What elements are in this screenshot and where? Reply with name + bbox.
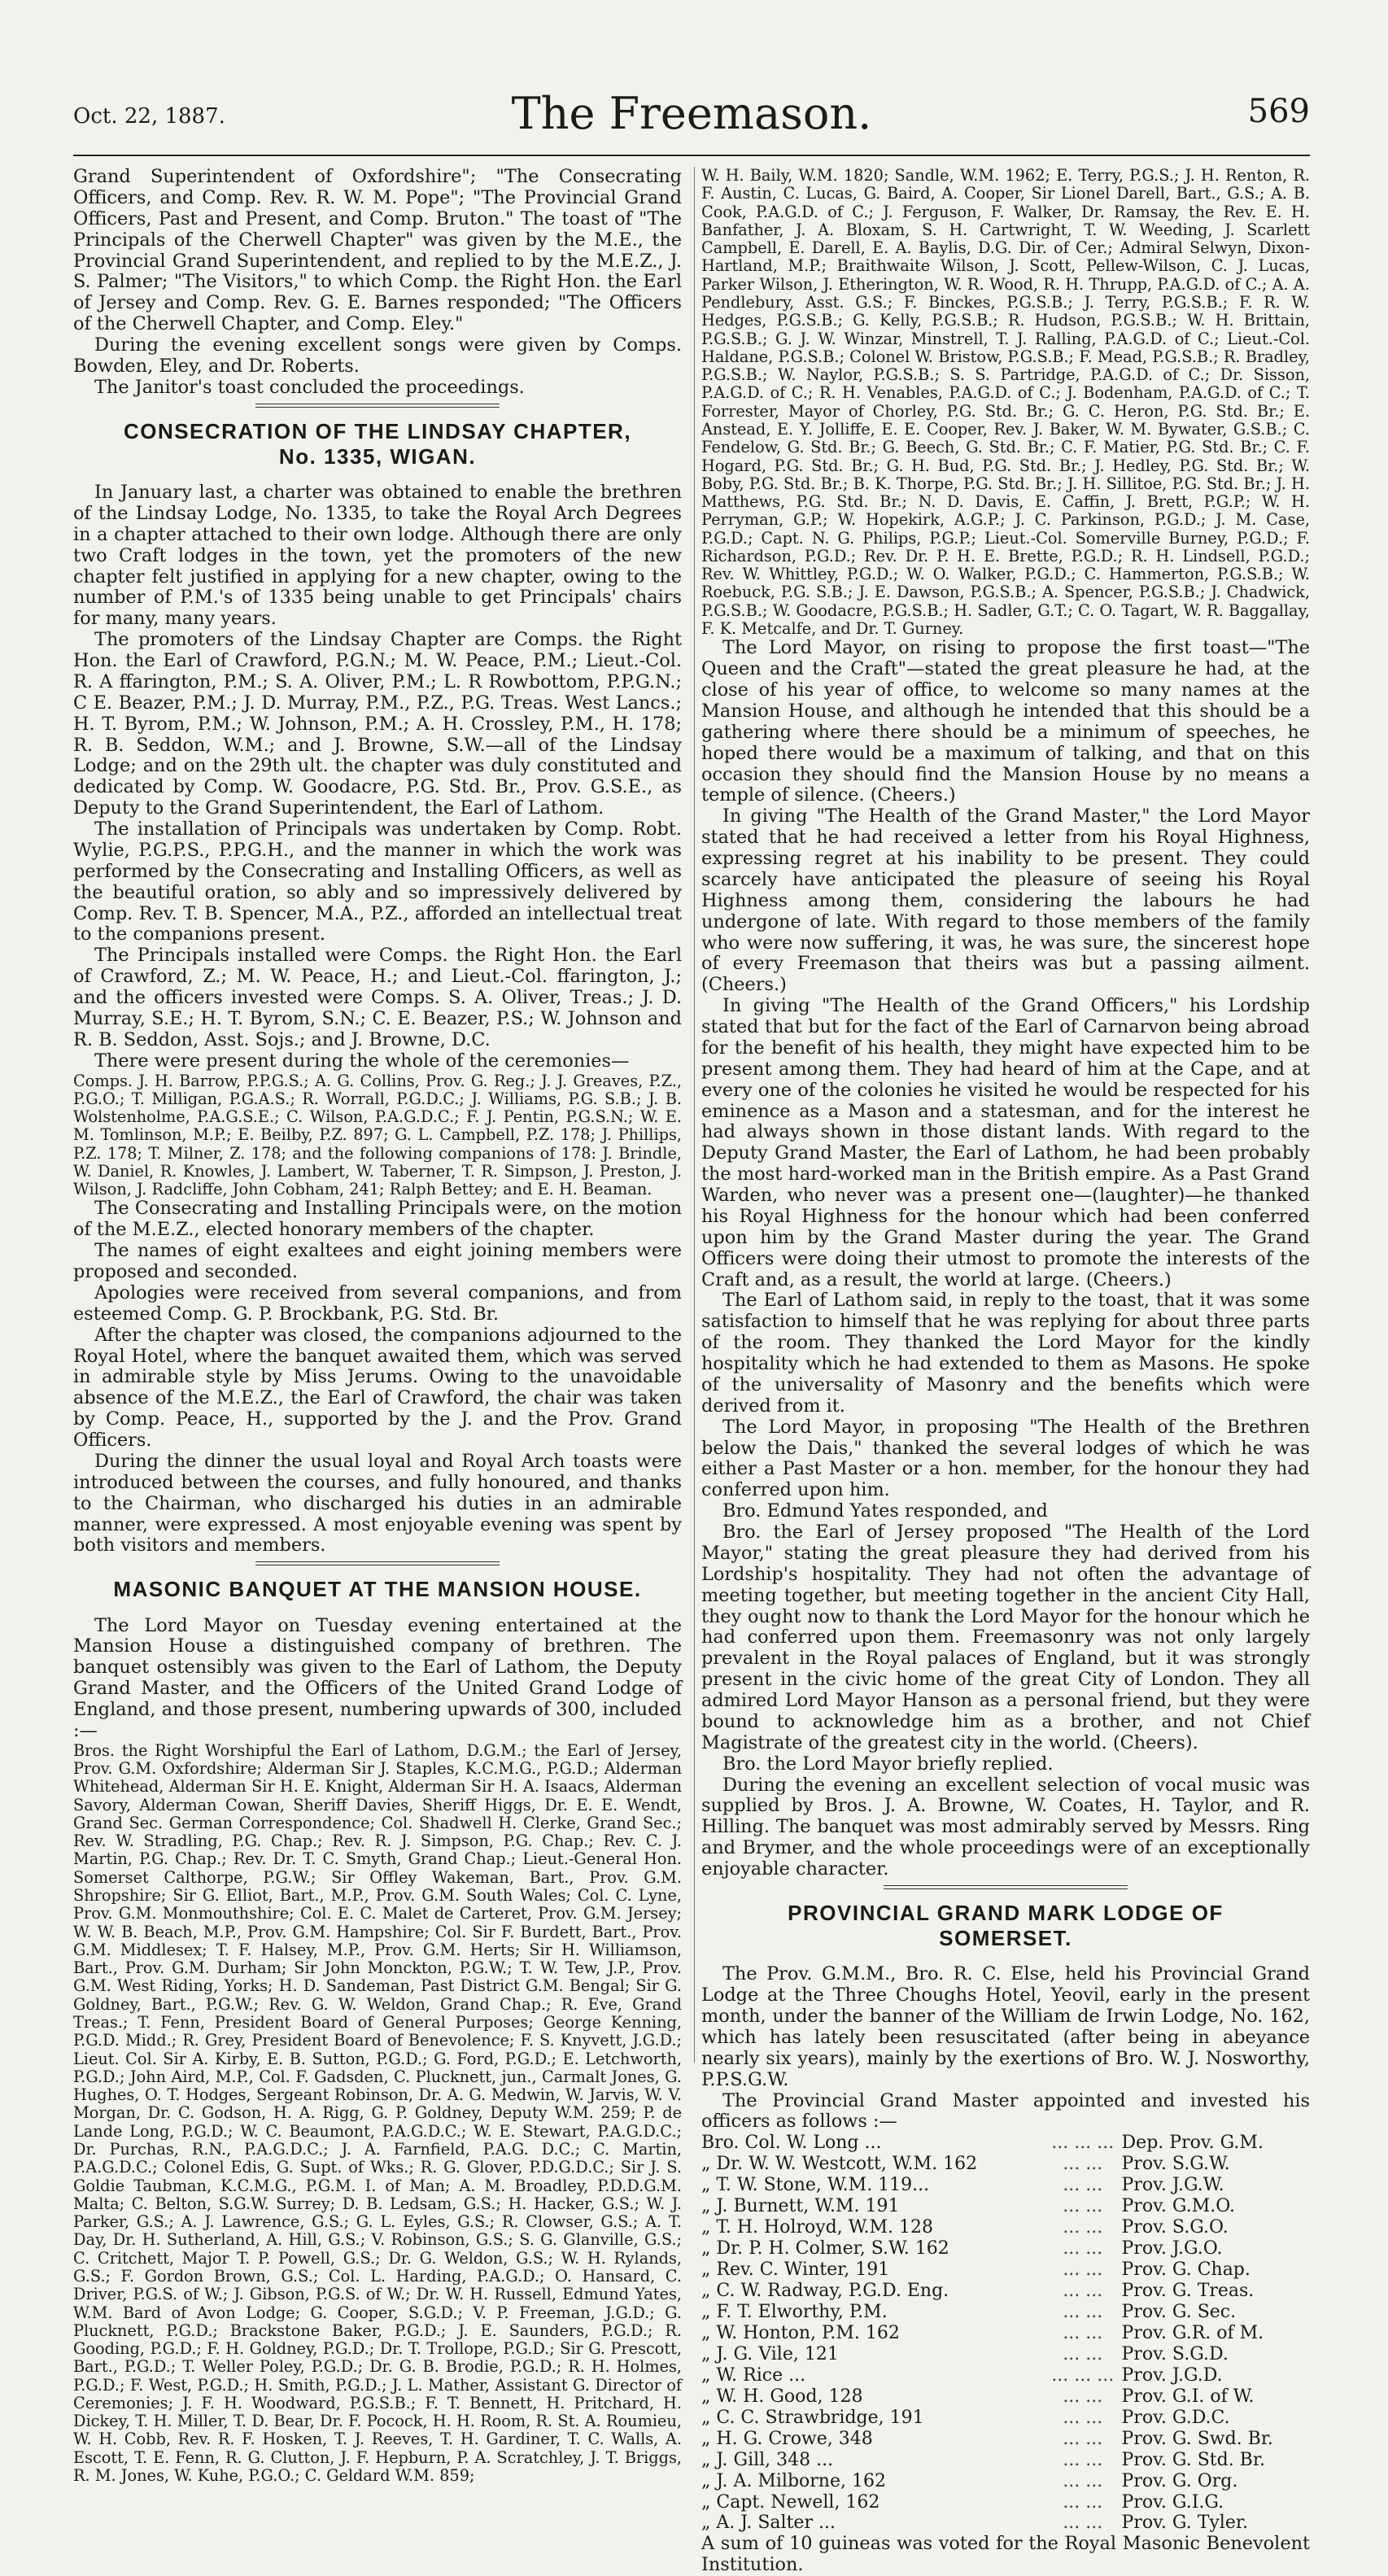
officer-dots: ... ... bbox=[1063, 2154, 1103, 2175]
mansion-paragraph: Bro. the Lord Mayor briefly replied. bbox=[722, 1753, 1054, 1775]
section-divider bbox=[884, 1885, 1128, 1889]
officer-dots: ... ... ... bbox=[1051, 2133, 1115, 2154]
officer-office: Prov. G. Sec. bbox=[1121, 2301, 1237, 2322]
officer-row bbox=[701, 2175, 1310, 2196]
officer-dots: ... ... bbox=[1063, 2407, 1103, 2428]
officer-name: „ W. Honton, P.M. 162 bbox=[701, 2322, 900, 2343]
intro-paragraph: During the evening excellent songs were given by Comps. Bowden, Eley, and Dr. Roberts. bbox=[73, 334, 682, 377]
mansion-paragraph: Bro. Edmund Yates responded, and bbox=[722, 1500, 1048, 1522]
right-column bbox=[701, 167, 1310, 2576]
lindsay-paragraph: The Principals installed were Comps. the Right Hon. the Earl of Crawford, Z.; M. W. Peace, H.; and Lieut.-Col. ffarington, J.; and the officers invested were Comps. S. A. Oliver, Treas.; J. D. Murray, S.E.; H. T. Byrom, S.N.; C. E. Beazer, P.S.; W. Johnson and R. B. Seddon, Asst. Sojs.; and J. Browne, D.C. bbox=[73, 945, 682, 1050]
officer-dots: ... ... bbox=[1063, 2513, 1103, 2534]
mansion-paragraph: The Earl of Lathom said, in reply to the toast, that it was some satisfaction to himself that he was replying for about three parts of the room. They thanked the Lord Mayor for the kindly hospitality which he had extended to them as Masons. He spoke of the universality of Masonry and the benefits which were derived from it. bbox=[701, 1290, 1310, 1417]
officer-name: „ W. H. Good, 128 bbox=[701, 2386, 863, 2407]
officer-name: „ A. J. Salter ... bbox=[701, 2513, 836, 2534]
intro-paragraph: Grand Superintendent of Oxfordshire"; "The Consecrating Officers, and Comp. Rev. R. W. M. Pope"; "The Provincial Grand Officers, Past and Present, and Comp. Bruton." The toast of "The Principals of the Cherwell Chapter" was given by the M.E., the Provincial Grand Superintendent, and replied to by the M.E.Z., J. S. Palmer; "The Visitors," to which Comp. the Right Hon. the Earl of Jersey and Comp. Rev. G. E. Barnes responded; "The Officers of the Cherwell Chapter, and Comp. Eley." bbox=[73, 166, 682, 335]
lindsay-heading-line2: No. 1335, WIGAN. bbox=[278, 443, 477, 469]
officer-row bbox=[701, 2154, 1310, 2175]
officer-name: „ Dr. W. W. Westcott, W.M. 162 bbox=[701, 2154, 978, 2175]
issue-date: Oct. 22, 1887. bbox=[73, 104, 225, 129]
officer-dots: ... ... bbox=[1063, 2386, 1103, 2407]
officer-name: „ J. A. Milborne, 162 bbox=[701, 2470, 886, 2491]
officer-dots: ... ... ... bbox=[1051, 2364, 1115, 2386]
officer-row bbox=[701, 2323, 1310, 2344]
officer-office: Prov. G. Treas. bbox=[1121, 2280, 1255, 2301]
officer-office: Dep. Prov. G.M. bbox=[1121, 2133, 1264, 2154]
left-column bbox=[73, 167, 682, 2485]
officer-office: Prov. G.I. of W. bbox=[1121, 2386, 1255, 2407]
officer-office: Prov. G. Std. Br. bbox=[1121, 2449, 1265, 2470]
officer-dots: ... ... bbox=[1063, 2343, 1103, 2364]
officer-row bbox=[701, 2217, 1310, 2238]
officer-name: Bro. Col. W. Long ... bbox=[701, 2133, 882, 2154]
officer-row bbox=[701, 2429, 1310, 2450]
officer-dots: ... ... bbox=[1063, 2238, 1103, 2259]
officer-row bbox=[701, 2492, 1310, 2513]
officer-name: „ W. Rice ... bbox=[701, 2364, 806, 2386]
officer-dots: ... ... bbox=[1063, 2428, 1103, 2449]
lindsay-paragraph: The installation of Principals was undertaken by Comp. Robt. Wylie, P.G.P.S., P.P.G.H., and the manner in which the work was performed by the Consecrating and Installing Officers, as well as the beautiful oration, so ably and so impressively delivered by Comp. Rev. T. B. Spencer, M.A., P.Z., afforded an intellectual treat to the companions present. bbox=[73, 819, 682, 945]
page-header bbox=[73, 81, 1310, 146]
officer-row bbox=[701, 2408, 1310, 2429]
lindsay-paragraph: In January last, a charter was obtained to enable the brethren of the Lindsay Lodge, No. 1335, to take the Royal Arch Degrees in a chapter attached to their own lodge. Although there are only two Craft lodges in the town, yet the promoters of the new chapter felt justified in applying for a new chapter, owing to the number of P.M.'s of 1335 being unable to get Principals' chairs for many, many years. bbox=[73, 482, 682, 630]
officer-office: Prov. J.G.D. bbox=[1121, 2364, 1223, 2386]
somerset-heading-line1: PROVINCIAL GRAND MARK LODGE OF bbox=[788, 1900, 1224, 1925]
mansion-paragraph: The Lord Mayor on Tuesday evening entertained at the Mansion House a distinguished company of brethren. The banquet ostensibly was given to the Earl of Lathom, the Deputy Grand Master, and the Officers of the United Grand Lodge of England, and those present, numbering upwards of 300, included :— bbox=[73, 1614, 682, 1741]
lindsay-paragraph: The names of eight exaltees and eight joining members were proposed and seconded. bbox=[73, 1240, 682, 1283]
officer-dots: ... ... bbox=[1063, 2259, 1103, 2281]
officer-row bbox=[701, 2386, 1310, 2408]
lindsay-paragraph: After the chapter was closed, the companions adjourned to the Royal Hotel, where the banquet awaited them, which was served in admirable style by Miss Jerums. Owing to the unavoidable absence of the M.E.Z., the Earl of Crawford, the chair was taken by Comp. Peace, H., supported by the J. and the Prov. Grand Officers. bbox=[73, 1324, 682, 1452]
officer-name: „ Dr. P. H. Colmer, S.W. 162 bbox=[701, 2238, 949, 2259]
lindsay-paragraph: During the dinner the usual loyal and Royal Arch toasts were introduced between the courses, and fully honoured, and thanks to the Chairman, who discharged his duties in an admirable manner, were expressed. A most enjoyable evening was spent by both visitors and members. bbox=[73, 1450, 682, 1557]
section-divider bbox=[255, 404, 500, 408]
officer-office: Prov. S.G.W. bbox=[1121, 2154, 1230, 2175]
officer-name: „ T. W. Stone, W.M. 119... bbox=[701, 2175, 930, 2196]
officer-name: „ Rev. C. Winter, 191 bbox=[701, 2259, 890, 2281]
mansion-paragraph: In giving "The Health of the Grand Officers," his Lordship stated that but for the fact of the Earl of Carnarvon being abroad for the benefit of his health, they might have expected him to be present among them. They had heard of him at the Cape, and at every one of the colonies he visited he would be respected for his eminence as a Mason and a statesman, and for the interest he had always shown in those distant lands. With regard to the Deputy Grand Master, the Earl of Lathom, he had been probably the most hard-worked man in the British empire. As a Past Grand Warden, who never was a present one—(laughter)—he thanked his Royal Highness for the honour which had been conferred upon him by the Grand Master during the year. The Grand Officers were doing their utmost to promote the interests of the Craft and, as a result, the world at large. (Cheers.) bbox=[701, 995, 1310, 1290]
mansion-paragraph: During the evening an excellent selection of vocal music was supplied by Bros. J. A. Browne, W. Coates, H. Taylor, and R. Hilling. The banquet was most admirably served by Messrs. Ring and Brymer, and the whole proceedings were of an exceptionally enjoyable character. bbox=[701, 1774, 1310, 1880]
lindsay-present-list: Comps. J. H. Barrow, P.P.G.S.; A. G. Collins, Prov. G. Reg.; J. J. Greaves, P.Z., P.G.O.; T. Milligan, P.G.A.S.; R. Worrall, P.G.D.C.; J. Williams, P.G. S.B.; J. B. Wolstenholme, P.A.G.S.E.; C. Wilson, P.A.G.D.C.; F. J. Pentin, P.G.S.N.; W. E. M. Tomlinson, M.P.; E. Beilby, P.Z. 897; G. L. Campbell, P.Z. 178; J. Phillips, P.Z. 178; T. Milner, Z. 178; and the following companions of 178: J. Brindle, W. Daniel, R. Knowles, J. Lambert, W. Taberner, T. R. Simpson, J. Preston, J. Wilson, J. Radcliffe, John Cobham, 241; Ralph Bettey; and E. H. Beaman. bbox=[73, 1071, 682, 1199]
column-divider bbox=[694, 167, 695, 2063]
masthead-title: The Freemason. bbox=[511, 88, 872, 139]
lindsay-paragraph: Apologies were received from several companions, and from esteemed Comp. G. P. Brockbank, P.G. Std. Br. bbox=[73, 1281, 682, 1325]
officer-row bbox=[701, 2302, 1310, 2323]
officer-name: „ C. W. Radway, P.G.D. Eng. bbox=[701, 2280, 949, 2301]
officer-office: Prov. G.M.O. bbox=[1121, 2196, 1235, 2217]
officer-office: Prov. S.G.D. bbox=[1121, 2343, 1229, 2364]
officer-name: „ F. T. Elworthy, P.M. bbox=[701, 2301, 888, 2322]
officer-name: „ J. G. Vile, 121 bbox=[701, 2343, 839, 2364]
officer-dots: ... ... bbox=[1063, 2449, 1103, 2470]
header-rule bbox=[73, 155, 1310, 156]
intro-paragraph: The Janitor's toast concluded the proceedings. bbox=[94, 376, 525, 398]
officer-row bbox=[701, 2365, 1310, 2386]
somerset-closing: A sum of 10 guineas was voted for the Royal Masonic Benevolent Institution. bbox=[701, 2533, 1310, 2576]
officer-row bbox=[701, 2196, 1310, 2217]
officer-name: „ J. Burnett, W.M. 191 bbox=[701, 2196, 900, 2217]
officer-name: „ Capt. Newell, 162 bbox=[701, 2491, 880, 2513]
officer-office: Prov. G. Chap. bbox=[1121, 2259, 1251, 2281]
officer-office: Prov. S.G.O. bbox=[1121, 2217, 1229, 2238]
somerset-paragraph: The Provincial Grand Master appointed and invested his officers as follows :— bbox=[701, 2089, 1310, 2133]
officer-row bbox=[701, 2344, 1310, 2365]
officer-dots: ... ... bbox=[1063, 2301, 1103, 2322]
lindsay-paragraph: There were present during the whole of the ceremonies— bbox=[94, 1050, 630, 1072]
officer-row bbox=[701, 2513, 1310, 2534]
officer-dots: ... ... bbox=[1063, 2491, 1103, 2513]
somerset-paragraph: The Prov. G.M.M., Bro. R. C. Else, held his Provincial Grand Lodge at the Three Choughs Hotel, Yeovil, early in the present month, under the banner of the William de Irwin Lodge, No. 162, which has lately been resuscitated (after being in abeyance nearly six years), mainly by the exertions of Bro. W. J. Nosworthy, P.P.S.G.W. bbox=[701, 1963, 1310, 2090]
officer-dots: ... ... bbox=[1063, 2175, 1103, 2196]
officer-row bbox=[701, 2259, 1310, 2281]
lindsay-paragraph: The promoters of the Lindsay Chapter are Comps. the Right Hon. the Earl of Crawford, P.G.N.; M. W. Peace, P.M.; Lieut.-Col. R. A ffarington, P.M.; S. A. Oliver, P.M.; L. R Rowbottom, P.P.G.N.; C E. Beazer, P.M.; J. D. Murray, P.M., P.Z., P.G. Treas. West Lancs.; H. T. Byrom, P.M.; W. Johnson, P.M.; A. H. Crossley, P.M., H. 178; R. B. Seddon, W.M.; and J. Browne, S.W.—all of the Lindsay Lodge; and on the 29th ult. the chapter was duly constituted and dedicated by Comp. W. Goodacre, P.G. Std. Br., Prov. G.S.E., as Deputy to the Grand Superintendent, the Earl of Lathom. bbox=[73, 629, 682, 819]
officer-dots: ... ... bbox=[1063, 2322, 1103, 2343]
somerset-heading-line2: SOMERSET. bbox=[939, 1926, 1072, 1951]
page-number: 569 bbox=[1247, 93, 1310, 130]
mansion-paragraph: The Lord Mayor, in proposing "The Health of the Brethren below the Dais," thanked the several lodges of which he was either a Past Master or a hon. member, for the honour they had conferred upon him. bbox=[701, 1416, 1310, 1501]
mansion-guest-list: Bros. the Right Worshipful the Earl of Lathom, D.G.M.; the Earl of Jersey, Prov. G.M. Oxfordshire; Alderman Sir J. Staples, K.C.M.G., P.G.D.; Alderman Whitehead, Alderman Sir H. E. Knight, Alderman Sir H. A. Isaacs, Alderman Savory, Alderman Cowan, Sheriff Davies, Sheriff Higgs, Dr. E. E. Wendt, Grand Sec. German Correspondence; Col. Shadwell H. Clerke, Grand Sec.; Rev. W. Stradling, P.G. Chap.; Rev. R. J. Simpson, P.G. Chap.; Rev. C. J. Martin, P.G. Chap.; Rev. Dr. T. C. Smyth, Grand Chap.; Lieut.-General Hon. Somerset Calthorpe, P.G.W.; Sir Offley Wakeman, Bart., Prov. G.M. Shropshire; Sir G. Elliot, Bart., M.P., Prov. G.M. South Wales; Col. C. Lyne, Prov. G.M. Monmouthshire; Col. E. C. Malet de Carteret, Prov. G.M. Jersey; W. W. B. Beach, M.P., Prov. G.M. Hampshire; Col. Sir F. Burdett, Bart., Prov. G.M. Middlesex; T. F. Halsey, M.P., Prov. G.M. Herts; Sir H. Williamson, Bart., Prov. G.M. Durham; Sir John Monckton, P.G.W.; T. W. Tew, J.P., Prov. G.M. West Riding, Yorks; H. D. Sandeman, Past District G.M. Bengal; Sir G. Goldney, Bart., P.G.W.; Rev. G. W. Weldon, Grand Chap.; R. Eve, Grand Treas.; T. Fenn, President Board of General Purposes; George Kenning, P.G.D. Midd.; R. Grey, President Board of Benevolence; F. S. Knyvett, J.G.D.; Lieut. Col. Sir A. Kirby, E. B. Sutton, P.G.D.; G. Ford, P.G.D.; E. Letchworth, P.G.D.; John Aird, M.P., Col. F. Gadsden, C. Plucknett, jun., Carmalt Jones, G. Hughes, O. T. Hodges, Sergeant Robinson, Dr. A. G. Medwin, W. Jarvis, W. V. Morgan, Dr. C. Godson, H. A. Rigg, G. P. Goldney, Deputy W.M. 259; P. de Lande Long, P.G.D.; W. C. Beaumont, P.A.G.D.C.; W. E. Stewart, P.A.G.D.C.; Dr. Purchas, R.N., P.A.G.D.C.; J. A. Farnfield, P.A.G. D.C.; C. Martin, P.A.G.D.C.; Colonel Edis, G. Supt. of Wks.; R. G. Glover, P.D.G.D.C.; Sir J. S. Goldie Taubman, K.C.M.G., P.G.M. I. of Man; A. M. Broadley, P.D.D.G.M. Malta; C. Belton, S.G.W. Surrey; D. B. Ledsam, G.S.; H. Hacker, G.S.; W. J. Parker, G.S.; A. J. Lawrence, G.S.; G. L. Eyles, G.S.; R. Clowser, G.S.; A. T. Day, Dr. H. Sutherland, A. Hill, G.S.; V. Robinson, G.S.; S. G. Glanville, G.S.; C. Critchett, Major T. P. Powell, G.S.; Dr. G. Weldon, G.S.; W. H. Rylands, G.S.; F. Gordon Brown, G.S.; Col. L. Harding, P.A.G.D.; O. Hansard, C. Driver, P.G.S. of W.; J. Gibson, P.G.S. of W.; Dr. W. H. Russell, Edmund Yates, W.M. Bard of Avon Lodge; G. Cooper, S.G.D.; V. P. Freeman, J.G.D.; G. Plucknett, P.G.D.; Brackstone Baker, P.G.D.; J. E. Saunders, P.G.D.; R. Gooding, P.G.D.; F. H. Goldney, P.G.D.; Dr. T. Trollope, P.G.D.; Sir G. Prescott, Bart., P.G.D.; T. Weller Poley, P.G.D.; Dr. G. B. Brodie, P.G.D.; R. H. Holmes, P.G.D.; F. West, P.G.D.; H. Smith, P.G.D.; J. L. Mather, Assistant G. Director of Ceremonies; J. F. H. Woodward, P.G.S.B.; F. T. Bennett, H. Pritchard, H. Dickey, T. H. Miller, T. D. Bear, Dr. F. Pocock, H. H. Room, R. St. A. Roumieu, W. H. Cobb, Rev. R. F. Hosken, T. J. Reeves, T. H. Gardiner, T. C. Walls, A. Escott, T. E. Fenn, R. G. Clutton, J. F. Hepburn, P. A. Scratchley, J. T. Briggs, R. M. Jones, W. Kuhe, P.G.O.; C. Geldard W.M. 859; bbox=[73, 1740, 682, 2486]
officer-row bbox=[701, 2281, 1310, 2302]
officer-office: Prov. G.D.C. bbox=[1121, 2407, 1230, 2428]
mansion-paragraph: Bro. the Earl of Jersey proposed "The Health of the Lord Mayor," stating the great pleasure they had derived from his Lordship's hospitality. They had not often the advantage of meeting together, but meeting together in the ancient City Hall, they ought now to thank the Lord Mayor for the honour which he had conferred upon them. Freemasonry was not only largely prevalent in the Royal palaces of England, but it was strongly present in the civic home of the great City of London. They all admired Lord Mayor Hanson as a personal friend, but they were bound to acknowledge him as a brother, and not Chief Magistrate of the greatest city in the world. (Cheers). bbox=[701, 1522, 1310, 1753]
officer-office: Prov. G. Tyler. bbox=[1121, 2513, 1248, 2534]
officer-office: Prov. G. Swd. Br. bbox=[1121, 2428, 1273, 2449]
officer-dots: ... ... bbox=[1063, 2196, 1103, 2217]
officer-row bbox=[701, 2450, 1310, 2471]
officer-dots: ... ... bbox=[1063, 2280, 1103, 2301]
officer-row bbox=[701, 2238, 1310, 2259]
officers-table bbox=[701, 2133, 1310, 2534]
mansion-guest-list-continued: W. H. Baily, W.M. 1820; Sandle, W.M. 1962; E. Terry, P.G.S.; J. H. Renton, R. F. Austin, C. Lucas, G. Baird, A. Cooper, Sir Lionel Darell, Bart., G.S.; A. B. Cook, P.A.G.D. of C.; J. Ferguson, F. Walker, Dr. Ramsay, the Rev. E. H. Banfather, J. A. Bloxam, S. H. Cartwright, T. W. Weeding, J. Scarlett Campbell, E. Darell, E. A. Baylis, D.G. Dir. of Cer.; Admiral Selwyn, Dixon-Hartland, M.P.; Braithwaite Wilson, J. Scott, Pellew-Wilson, C. J. Lucas, Parker Wilson, J. Etherington, W. R. Wood, R. H. Thrupp, P.A.G.D. of C.; A. A. Pendlebury, Asst. G.S.; F. Binckes, P.G.S.B.; J. Terry, P.G.S.B.; F. R. W. Hedges, P.G.S.B.; G. Kelly, P.G.S.B.; R. Hudson, P.G.S.B.; W. H. Brittain, P.G.S.B.; G. J. W. Winzar, Minstrell, T. J. Ralling, P.A.G.D. of C.; Lieut.-Col. Haldane, P.G.S.B.; Colonel W. Bristow, P.G.S.B.; F. Mead, P.G.S.B.; R. Bradley, P.G.S.B.; W. Naylor, P.G.S.B.; S. S. Partridge, P.A.G.D. of C.; Dr. Sisson, P.A.G.D. of C.; R. H. Venables, P.A.G.D. of C.; J. Bodenham, P.A.G.D. of C.; T. Forrester, Mayor of Chorley, P.G. Std. Br.; G. C. Heron, P.G. Std. Br.; E. Anstead, E. Y. Jolliffe, E. E. Cooper, Rev. J. Baker, W. M. Bywater, G.S.B.; C. Fendelow, G. Std. Br.; G. Beech, G. Std. Br.; C. F. Matier, P.G. Std. Br.; C. F. Hogard, P.G. Std. Br.; G. H. Bud, P.G. Std. Br.; J. Hedley, P.G. Std. Br.; W. Boby, P.G. Std. Br.; B. K. Thorpe, P.G. Std. Br.; J. H. Sillitoe, P.G. Std. Br.; J. H. Matthews, P.G. Std. Br.; N. D. Davis, E. Caffin, J. Brett, P.G.P.; W. H. Perryman, G.P.; W. Hopekirk, A.G.P.; J. C. Parkinson, P.G.D.; J. M. Case, P.G.D.; Capt. N. G. Philips, P.G.P.; Lieut.-Col. Somerville Burney, P.G.D.; F. Richardson, P.G.D.; Rev. Dr. P. H. E. Brette, P.G.D.; R. H. Lindsell, P.G.D.; Rev. W. Whittley, P.G.D.; W. O. Walker, P.G.D.; C. Hammerton, P.G.S.B.; W. Roebuck, P.G. S.B.; J. E. Dawson, P.G.S.B.; A. Spencer, P.G.S.B.; J. Chadwick, P.G.S.B.; W. Goodacre, P.G.S.B.; H. Sadler, G.T.; C. O. Tagart, W. R. Baggallay, F. K. Metcalfe, and Dr. T. Gurney. bbox=[701, 166, 1310, 639]
lindsay-heading bbox=[73, 419, 682, 469]
officer-name: „ T. H. Holroyd, W.M. 128 bbox=[701, 2217, 933, 2238]
officer-name: „ C. C. Strawbridge, 191 bbox=[701, 2407, 924, 2428]
officer-row bbox=[701, 2471, 1310, 2492]
lindsay-heading-line1: CONSECRATION OF THE LINDSAY CHAPTER, bbox=[123, 418, 632, 443]
officer-office: Prov. G.I.G. bbox=[1121, 2491, 1224, 2513]
lindsay-paragraph: The Consecrating and Installing Principals were, on the motion of the M.E.Z., elected honorary members of the chapter. bbox=[73, 1198, 682, 1241]
officer-dots: ... ... bbox=[1063, 2217, 1103, 2238]
officer-name: „ H. G. Crowe, 348 bbox=[701, 2428, 873, 2449]
somerset-heading bbox=[701, 1901, 1310, 1951]
officer-dots: ... ... bbox=[1063, 2470, 1103, 2491]
officer-name: „ J. Gill, 348 ... bbox=[701, 2449, 834, 2470]
mansion-paragraph: The Lord Mayor, on rising to propose the first toast—"The Queen and the Craft"—stated the great pleasure he had, at the close of his year of office, to welcome so many names at the Mansion House, and although he intended that this should be a gathering where there should be a minimum of speeches, he hoped there would be a maximum of talking, and that on this occasion they should find the Mansion House by no means a temple of silence. (Cheers.) bbox=[701, 637, 1310, 806]
officer-office: Prov. J.G.W. bbox=[1121, 2175, 1224, 2196]
mansion-paragraph: In giving "The Health of the Grand Master," the Lord Mayor stated that he had received a letter from his Royal Highness, expressing regret at his inability to be present. They could scarcely have anticipated the pleasure of seeing his Royal Highness among them, considering the labours he had undergone of late. With regard to those members of the family who were now suffering, it was, he was sure, the sincerest hope of every Freemason that theirs was but a passing ailment. (Cheers.) bbox=[701, 806, 1310, 996]
officer-office: Prov. J.G.O. bbox=[1121, 2238, 1223, 2259]
officer-office: Prov. G. Org. bbox=[1121, 2470, 1238, 2491]
section-divider bbox=[255, 1561, 500, 1565]
officer-office: Prov. G.R. of M. bbox=[1121, 2322, 1264, 2343]
officer-row bbox=[701, 2133, 1310, 2154]
mansion-heading: MASONIC BANQUET AT THE MANSION HOUSE. bbox=[113, 1577, 642, 1602]
